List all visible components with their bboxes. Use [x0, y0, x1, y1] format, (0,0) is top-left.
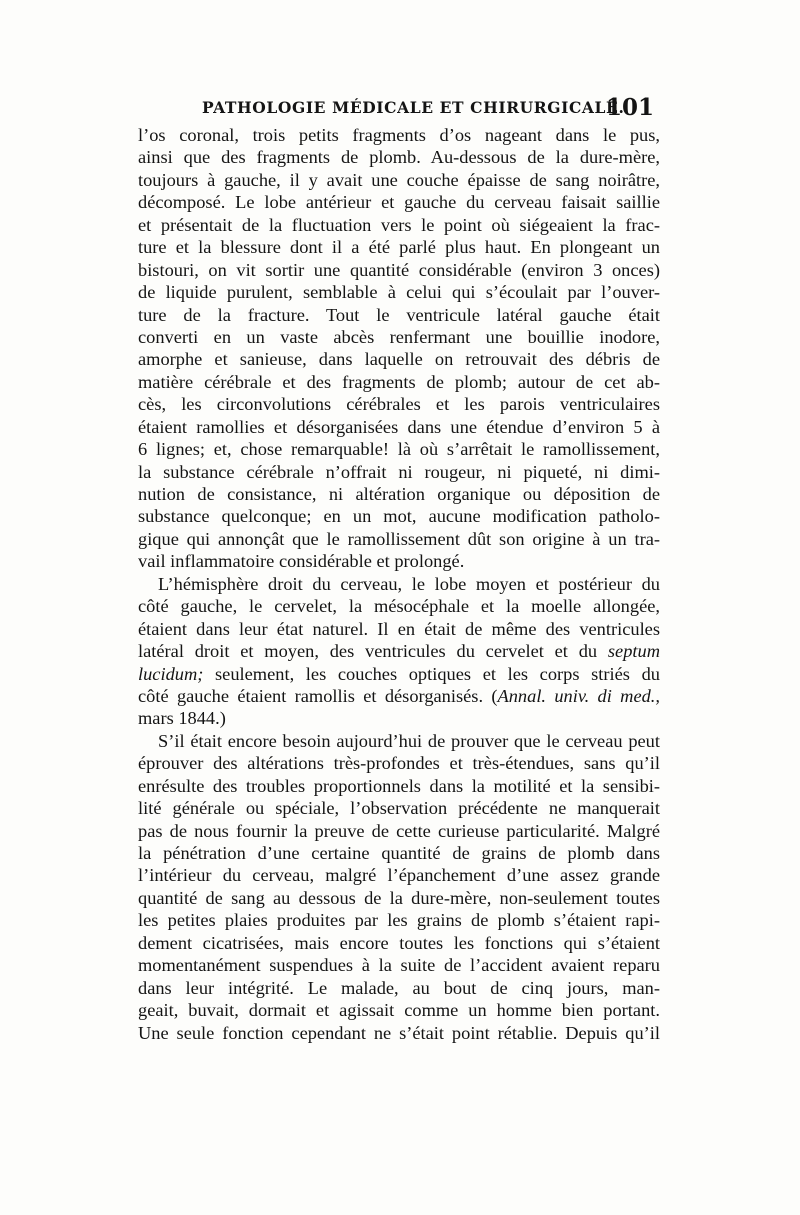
- text-line: étaient dans leur état naturel. Il en était de même des ventricules: [138, 618, 660, 639]
- text-line: la substance cérébrale n’offrait ni rougeur, ni piqueté, ni dimi-: [138, 461, 660, 482]
- text-line: Une seule fonction cependant ne s’était point rétablie. Depuis qu’il: [138, 1022, 660, 1043]
- text-line: vail inflammatoire considérable et prolongé.: [138, 551, 465, 572]
- text-line: et présentait de la fluctuation vers le point où siégeaient la frac-: [138, 214, 660, 235]
- text-line: quantité de sang au dessous de la dure-mère, non-seulement toutes: [138, 887, 660, 908]
- running-title: PATHOLOGIE MÉDICALE ET CHIRURGICALE.: [202, 98, 625, 117]
- text-line: étaient ramollies et désorganisées dans une étendue d’environ 5 à: [138, 416, 660, 437]
- text-line: ture et la blessure dont il a été parlé plus haut. En plongeant un: [138, 237, 660, 258]
- text-line: bistouri, on vit sortir une quantité considérable (environ 3 onces): [138, 259, 660, 280]
- text-line: dans leur intégrité. Le malade, au bout de cinq jours, man-: [138, 977, 660, 998]
- text-line: nution de consistance, ni altération organique ou déposition de: [138, 484, 660, 504]
- text-line: momentanément suspendues à la suite de l’accident avaient reparu: [138, 955, 660, 976]
- text-line: [138, 685, 660, 707]
- text-line: enrésulte des troubles proportionnels dans la motilité et la sensibi-: [138, 775, 660, 796]
- text-fragment: latéral droit et moyen, des ventricules du cervelet et du: [138, 641, 598, 662]
- text-line: pas de nous fournir la preuve de cette curieuse particularité. Malgré: [138, 820, 660, 841]
- text-line: éprouver des altérations très-profondes et très-étendues, sans qu’il: [138, 753, 660, 774]
- text-line: l’intérieur du cerveau, malgré l’épanchement d’une assez grande: [138, 865, 660, 886]
- text-line: ture de la fracture. Tout le ventricule latéral gauche était: [138, 304, 660, 325]
- text-fragment: côté gauche étaient ramollis et désorganisés. (: [138, 685, 498, 706]
- page-header: [138, 94, 658, 124]
- text-line: [138, 663, 660, 685]
- text-line: geait, buvait, dormait et agissait comme un homme bien portant.: [138, 1000, 660, 1021]
- text-line: lité générale ou spéciale, l’observation précédente ne manquerait: [138, 798, 660, 819]
- text-line: gique qui annonçât que le ramollissement dût son origine à un tra-: [138, 528, 660, 549]
- text-line: la pénétration d’une certaine quantité de grains de plomb dans: [138, 843, 660, 863]
- text-line: cès, les circonvolutions cérébrales et les parois ventriculaires: [138, 394, 660, 415]
- text-line: l’os coronal, trois petits fragments d’os nageant dans le pus,: [138, 125, 660, 145]
- text-line: 6 lignes; et, chose remarquable! là où s’arrêtait le ramollissement,: [138, 439, 660, 460]
- body-text: [138, 124, 660, 1044]
- text-line: de liquide purulent, semblable à celui qui s’écoulait par l’ouver-: [138, 282, 660, 303]
- text-line: amorphe et sanieuse, dans laquelle on retrouvait des débris de: [138, 349, 660, 370]
- text-line: L’hémisphère droit du cerveau, le lobe moyen et postérieur du: [158, 573, 660, 594]
- text-line: les petites plaies produites par les grains de plomb s’étaient rapi-: [138, 910, 660, 931]
- text-line: substance quelconque; en un mot, aucune modification patholo-: [138, 506, 660, 527]
- text-line: toujours à gauche, il y avait une couche épaisse de sang noirâtre,: [138, 169, 660, 190]
- text-line: décomposé. Le lobe antérieur et gauche du cerveau faisait saillie: [138, 192, 660, 213]
- text-line: S’il était encore besoin aujourd’hui de prouver que le cerveau peut: [158, 730, 660, 751]
- italic-term-lucidum: lucidum;: [138, 663, 204, 684]
- citation-reference: Annal. univ. di med.,: [497, 685, 660, 706]
- italic-term-septum: septum: [607, 641, 660, 662]
- text-line: côté gauche, le cervelet, la mésocéphale et la moelle allongée,: [138, 596, 660, 617]
- text-line: [138, 640, 660, 662]
- text-line: ainsi que des fragments de plomb. Au-dessous de la dure-mère,: [138, 147, 660, 168]
- text-fragment: seulement, les couches optiques et les corps striés du: [215, 663, 660, 684]
- text-line: dement cicatrisées, mais encore toutes les fonctions qui s’étaient: [138, 932, 660, 953]
- text-line: mars 1844.): [138, 708, 226, 729]
- text-line: matière cérébrale et des fragments de plomb; autour de cet ab-: [138, 371, 660, 392]
- text-line: converti en un vaste abcès renfermant une bouillie inodore,: [138, 326, 660, 347]
- page-number: 101: [605, 94, 654, 121]
